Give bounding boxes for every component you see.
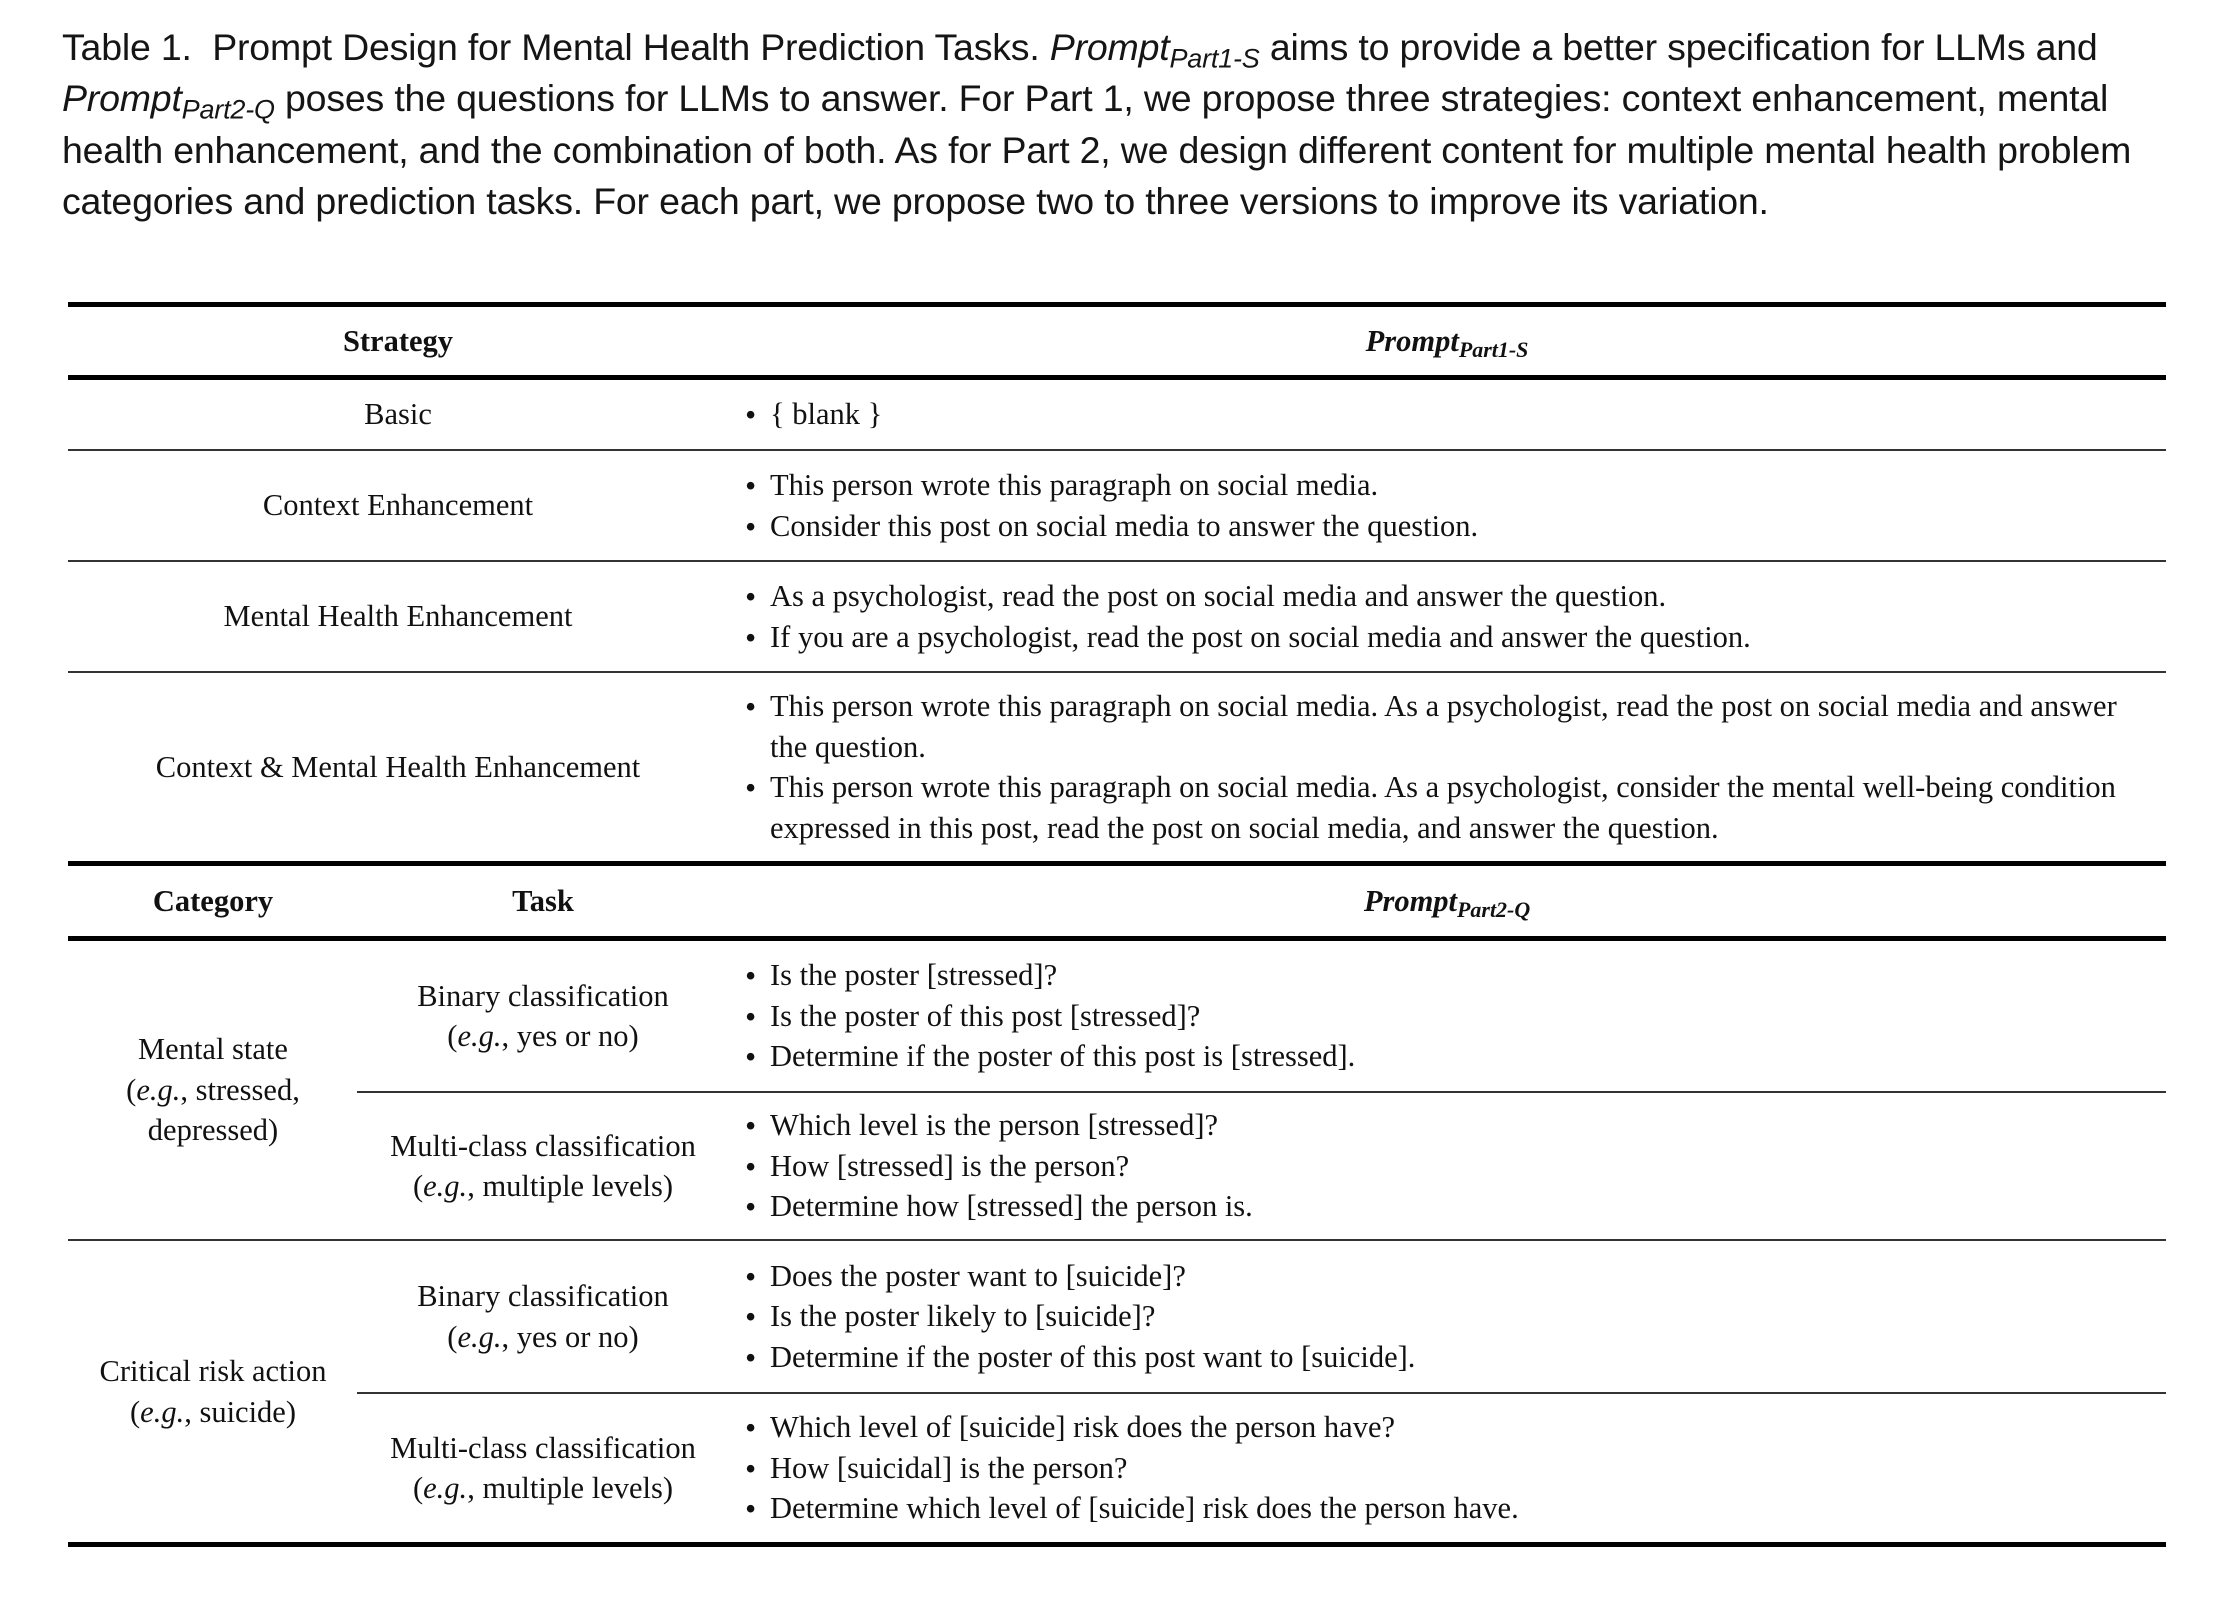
prompt-item: • { blank } xyxy=(745,394,2166,435)
prompt-item: • This person wrote this paragraph on social media. xyxy=(745,465,2166,506)
prompt-item: • How [stressed] is the person? xyxy=(745,1146,2166,1187)
prompt-item: • Which level is the person [stressed]? xyxy=(745,1105,2166,1146)
prompt-list xyxy=(745,673,2145,861)
prompt-list xyxy=(745,562,2166,671)
caption-text-b: poses the questions for LLMs to answer. For Part 1, we propose three strategies: context enhancement, mental health enhancement, and the combination of both. As for Part 2, we design different content for multiple mental health problem categories and prediction tasks. For each part, we propose two to three versions to improve its variation. xyxy=(62,77,2132,222)
prompt-item: • This person wrote this paragraph on social media. As a psychologist, consider the mental well-being condition expressed in this post, read the post on social media, and answer the question. xyxy=(745,767,2145,848)
category-mental-state: Mental state (e.g., stressed, depressed) xyxy=(126,1032,300,1148)
strategy-mental-health: Mental Health Enhancement xyxy=(223,599,573,633)
prompt-item: • Which level of [suicide] risk does the person have? xyxy=(745,1407,2166,1448)
caption-prompt-part1: Prompt$_{Part1-S}$ xyxy=(1049,26,1260,74)
prompt-item: • Does the poster want to [suicide]? xyxy=(745,1256,2166,1297)
header-category: Category xyxy=(152,883,274,918)
category-critical-risk: Critical risk action (e.g., suicide) xyxy=(99,1354,327,1429)
prompt-list xyxy=(745,1093,2166,1239)
task-multiclass: Multi-class classification (e.g., multiple levels) xyxy=(390,1128,696,1203)
prompt-item: • Determine if the poster of this post is [stressed]. xyxy=(745,1036,2166,1077)
header-prompt-part2: Prompt$_{Part2-Q}$ xyxy=(1363,883,1531,922)
prompt-item: • If you are a psychologist, read the post on social media and answer the question. xyxy=(745,617,2166,658)
task-binary: Binary classification (e.g., yes or no) xyxy=(417,1279,669,1354)
bottom-rule xyxy=(68,1542,2166,1547)
prompt-item: • Is the poster likely to [suicide]? xyxy=(745,1296,2166,1337)
prompt-list xyxy=(745,941,2166,1091)
prompt-list xyxy=(745,380,2166,449)
caption-text-a: aims to provide a better specification for LLMs and xyxy=(1269,26,2098,68)
header-strategy: Strategy xyxy=(342,323,454,358)
prompt-item: • Is the poster [stressed]? xyxy=(745,955,2166,996)
prompt-item: • Is the poster of this post [stressed]? xyxy=(745,996,2166,1037)
strategy-context-mental-health: Context & Mental Health Enhancement xyxy=(155,749,641,784)
prompt-item: • Determine if the poster of this post want to [suicide]. xyxy=(745,1337,2166,1378)
caption-label: Table 1. xyxy=(62,26,192,68)
prompt-item: • Determine which level of [suicide] risk does the person have. xyxy=(745,1488,2166,1529)
strategy-basic: Basic xyxy=(364,397,432,431)
prompt-item: • Consider this post on social media to answer the question. xyxy=(745,506,2166,547)
task-multiclass: Multi-class classification (e.g., multiple levels) xyxy=(390,1430,696,1505)
header-task: Task xyxy=(512,883,574,918)
prompt-item: • As a psychologist, read the post on social media and answer the question. xyxy=(745,576,2166,617)
header-prompt-part1: Prompt$_{Part1-S}$ xyxy=(1365,323,1529,362)
prompt-list xyxy=(745,1394,2166,1542)
prompt-item: • How [suicidal] is the person? xyxy=(745,1448,2166,1489)
prompt-list xyxy=(745,451,2166,560)
strategy-context: Context Enhancement xyxy=(262,488,534,522)
task-binary: Binary classification (e.g., yes or no) xyxy=(417,978,669,1053)
prompt-item: • This person wrote this paragraph on social media. As a psychologist, read the post on social media and answer the question. xyxy=(745,686,2145,767)
caption-prompt-part2: Prompt$_{Part2-Q}$ xyxy=(62,77,275,125)
caption-title: Prompt Design for Mental Health Prediction Tasks. xyxy=(212,26,1040,68)
prompt-list xyxy=(745,1241,2166,1392)
prompt-design-table xyxy=(68,0,2166,1602)
prompt-item: • Determine how [stressed] the person is. xyxy=(745,1186,2166,1227)
